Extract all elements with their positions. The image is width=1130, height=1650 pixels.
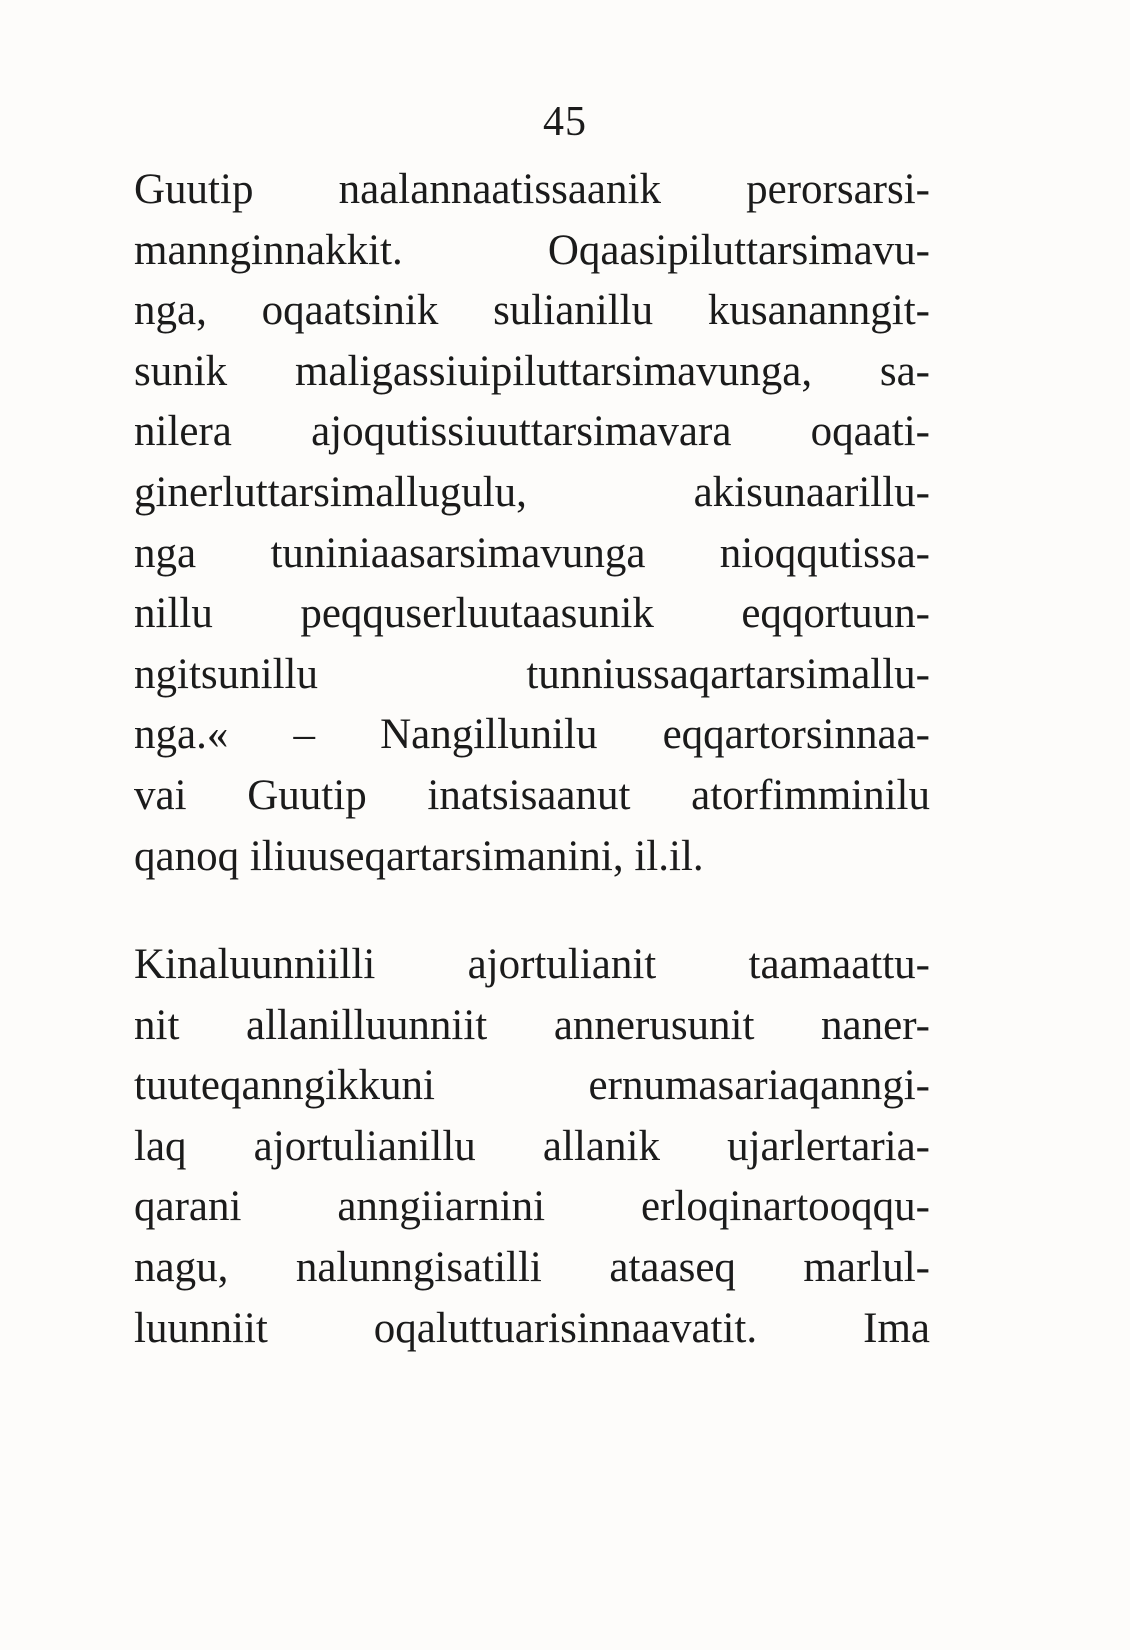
paragraph-line: nilera ajoqutissiuuttarsimavara oqaati-: [134, 408, 930, 456]
paragraph-line: qanoq iliuuseqartarsimanini, il.il.: [134, 832, 704, 880]
paragraph-line: nillu peqquserluutaasunik eqqortuun-: [134, 590, 930, 638]
paragraph-line: Kinaluunniilli ajortulianit taamaattu-: [134, 941, 930, 988]
paragraph-line: nit allanilluunniit annerusunit naner-: [134, 1001, 930, 1049]
paragraph-line: nga, oqaatsinik sulianillu kusananngit-: [134, 287, 930, 335]
paragraph-line: mannginnakkit. Oqaasipiluttarsimavu-: [134, 226, 930, 274]
paragraph-2: [134, 935, 930, 1359]
paragraph-line: sunik maligassiuipiluttarsimavunga, sa-: [134, 347, 930, 395]
paragraph-line: Guutip naalannaatissaanik perorsarsi-: [134, 166, 930, 213]
paragraph-line: luunniit oqaluttuarisinnaavatit. Ima: [134, 1304, 930, 1352]
paragraph-line: nga tuniniaasarsimavunga nioqqutissa-: [134, 529, 930, 577]
paragraph-1: [134, 160, 930, 887]
paragraph-line: ginerluttarsimallugulu, akisunaarillu-: [134, 468, 930, 516]
paragraph-line: laq ajortulianillu allanik ujarlertaria-: [134, 1122, 930, 1170]
paragraph-line: nga.« – Nangillunilu eqqartorsinnaa-: [134, 711, 930, 759]
paragraph-line: vai Guutip inatsisaanut atorfimminilu: [134, 771, 930, 819]
paragraph-line: qarani anngiiarnini erloqinartooqqu-: [134, 1183, 930, 1231]
page-number: 45: [543, 99, 587, 145]
paragraph-line: tuuteqanngikkuni ernumasariaqanngi-: [134, 1062, 930, 1110]
paragraph-line: ngitsunillu tunniussaqartarsimallu-: [134, 650, 930, 698]
paragraph-line: nagu, nalunngisatilli ataaseq marlul-: [134, 1243, 930, 1291]
